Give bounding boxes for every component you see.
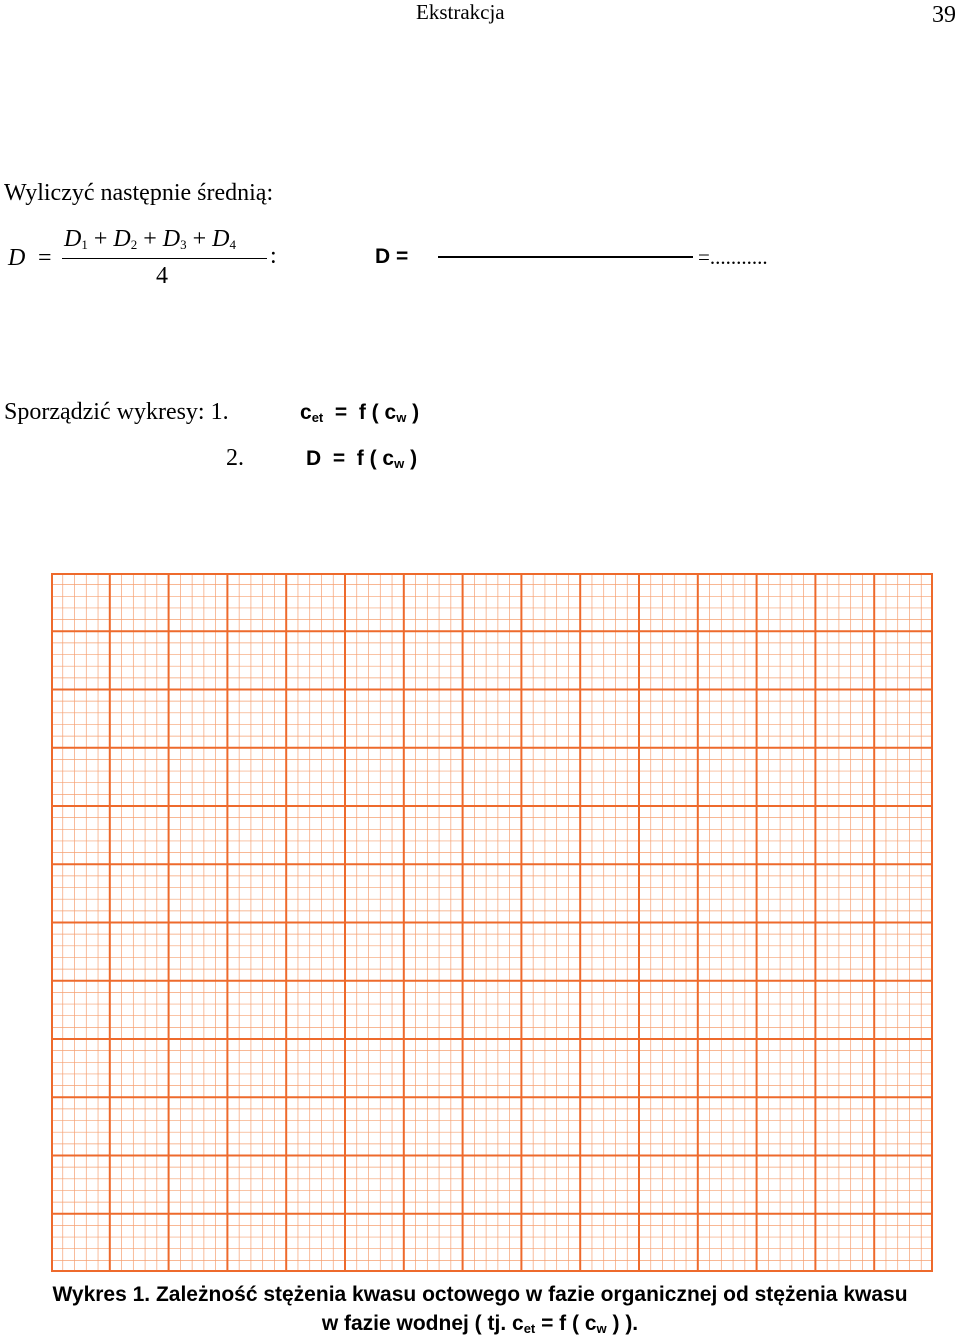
page-number: 39 [932,2,956,28]
formula-equals: = [38,245,52,271]
intro-text: Wyliczyć następnie średnią: [4,180,274,206]
plot2-number: 2. [226,445,244,471]
formula-denominator: 4 [156,263,168,289]
plot1-equation: $c_{et} = f$ ( $c_w$ ) [300,401,420,425]
formula-colon: : [270,243,277,269]
fraction-bar [62,258,267,259]
graph-paper [51,573,933,1272]
caption-line1: Wykres 1. Zależność stężenia kwasu octowego w fazie organicznej od stężenia kwasu [52,1283,908,1306]
plots-intro: Sporządzić wykresy: 1. [4,399,229,425]
result-label: D = [375,245,409,268]
result-value: =........... [698,245,768,269]
header-title: Ekstrakcja [416,0,505,24]
caption-line2: w fazie wodnej ( tj. $c_{et} = f$ ( $c_w$ ) ). [321,1312,639,1336]
formula-numerator: $D_1 + D_2 + D_3 + D_4$ [64,226,237,252]
plot2-equation: D = f ( $c_w$ ) [306,447,418,471]
formula-lhs: D [8,245,26,271]
result-blank-line [438,256,693,258]
